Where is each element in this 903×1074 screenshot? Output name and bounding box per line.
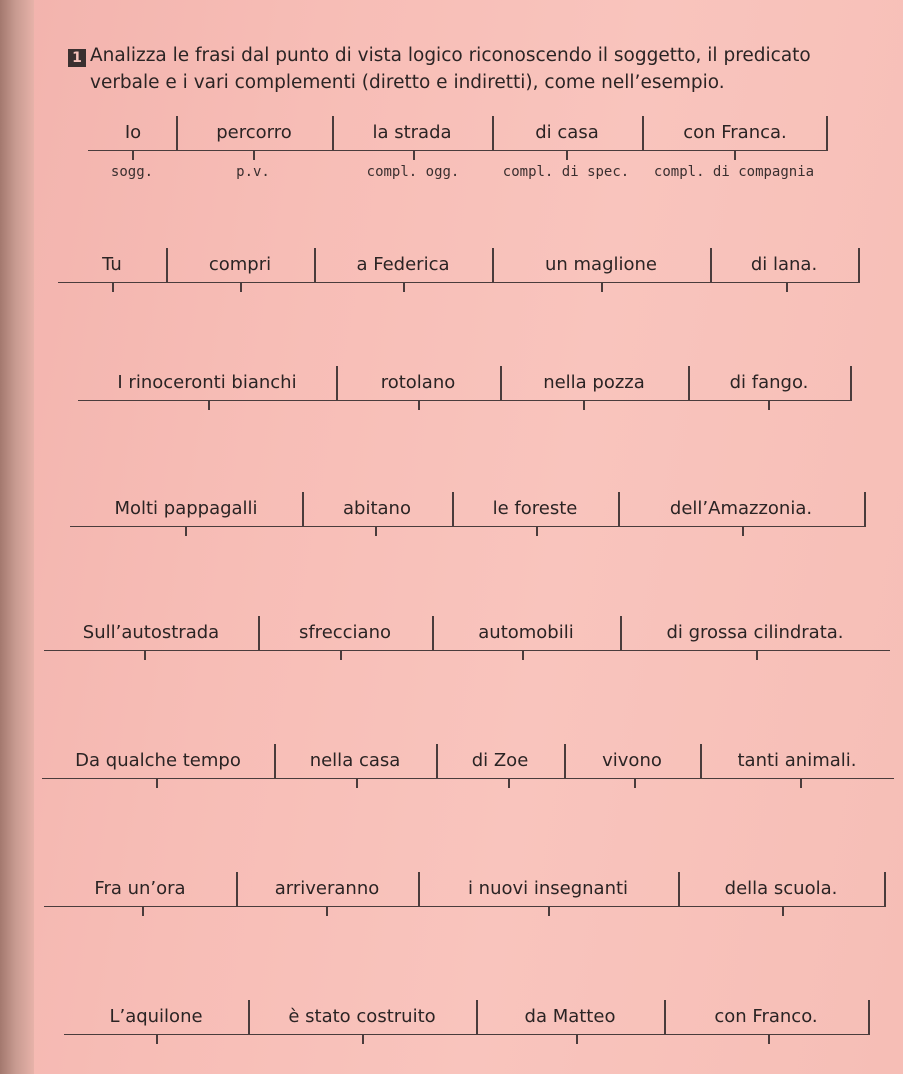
sentence-segment: le foreste	[492, 497, 578, 519]
example-role-label: compl. ogg.	[366, 164, 460, 180]
example-sentence	[88, 112, 828, 182]
segment-divider	[826, 116, 828, 150]
example-segment: di casa	[535, 121, 599, 143]
sentence-segment: arriveranno	[274, 877, 380, 899]
sentence-segment: abitano	[343, 497, 411, 519]
example-segment: percorro	[216, 121, 292, 143]
sentence-segment: sfrecciano	[298, 621, 392, 643]
example-role-label: sogg.	[110, 164, 154, 180]
sentence-line	[58, 244, 860, 283]
example-role-label: compl. di spec.	[502, 164, 630, 180]
sentence-segment: Fra un’ora	[94, 877, 186, 899]
sentence-segment: da Matteo	[524, 1005, 616, 1027]
example-role-label: compl. di compagnia	[653, 164, 815, 180]
segment-divider	[858, 248, 860, 282]
sentence-segment: Sull’autostrada	[82, 621, 220, 643]
answer-tick	[522, 650, 524, 660]
sentence-segment: Tu	[102, 253, 122, 275]
answer-tick	[508, 778, 510, 788]
sentence-segment: a Federica	[356, 253, 450, 275]
role-tick	[253, 150, 255, 160]
sentence-segment: è stato costruito	[288, 1005, 436, 1027]
sentence-line	[44, 612, 890, 651]
answer-tick	[375, 526, 377, 536]
sentence-segment: compri	[208, 253, 272, 275]
example-segment: con Franca.	[683, 121, 787, 143]
example-segment: Io	[124, 121, 142, 143]
sentence-segment: di fango.	[729, 371, 809, 393]
sentence-segment: nella casa	[309, 749, 401, 771]
answer-tick	[800, 778, 802, 788]
sentence-segment: L’aquilone	[109, 1005, 203, 1027]
answer-tick	[576, 1034, 578, 1044]
sentence-segment: della scuola.	[724, 877, 838, 899]
answer-tick	[240, 282, 242, 292]
sentence-segment: I rinoceronti bianchi	[117, 371, 297, 393]
answer-tick	[768, 1034, 770, 1044]
answer-tick	[208, 400, 210, 410]
role-tick	[413, 150, 415, 160]
answer-tick	[362, 1034, 364, 1044]
sentence-segment: tanti animali.	[737, 749, 857, 771]
sentence-5	[42, 740, 894, 810]
segment-divider	[850, 366, 852, 400]
answer-tick	[634, 778, 636, 788]
sentence-segment: vivono	[602, 749, 662, 771]
sentence-segment: automobili	[478, 621, 574, 643]
role-tick	[132, 150, 134, 160]
sentence-segment: rotolano	[380, 371, 456, 393]
answer-tick	[548, 906, 550, 916]
sentence-line	[78, 362, 852, 401]
answer-tick	[340, 650, 342, 660]
example-role-label: p.v.	[236, 164, 270, 180]
segment-divider	[864, 492, 866, 526]
sentence-3	[70, 488, 866, 558]
sentence-7	[64, 996, 870, 1066]
answer-tick	[418, 400, 420, 410]
answer-tick	[786, 282, 788, 292]
answer-tick	[356, 778, 358, 788]
answer-tick	[326, 906, 328, 916]
answer-tick	[112, 282, 114, 292]
sentence-segment: un maglione	[544, 253, 658, 275]
answer-tick	[156, 1034, 158, 1044]
sentence-line	[70, 488, 866, 527]
sentence-segment: di grossa cilindrata.	[666, 621, 844, 643]
answer-tick	[536, 526, 538, 536]
answer-tick	[142, 906, 144, 916]
sentence-line	[42, 740, 894, 779]
sentence-4	[44, 612, 890, 682]
answer-tick	[742, 526, 744, 536]
sentence-segment: nella pozza	[543, 371, 645, 393]
role-tick	[566, 150, 568, 160]
segment-divider	[884, 872, 886, 906]
example-sentence-line	[88, 112, 828, 151]
answer-tick	[185, 526, 187, 536]
sentence-segment: dell’Amazzonia.	[669, 497, 813, 519]
exercise-instructions: Analizza le frasi dal punto di vista logico riconoscendo il soggetto, il predicato verbale e i vari complementi (diretto e indiretti), come nell’esempio.	[90, 45, 811, 93]
sentence-segment: con Franco.	[714, 1005, 818, 1027]
answer-tick	[403, 282, 405, 292]
answer-tick	[601, 282, 603, 292]
book-binding-edge	[0, 0, 34, 1074]
sentence-segment: Da qualche tempo	[75, 749, 241, 771]
example-segment: la strada	[372, 121, 452, 143]
sentence-line	[64, 996, 870, 1035]
sentence-2	[78, 362, 852, 432]
segment-divider	[868, 1000, 870, 1034]
sentence-1	[58, 244, 860, 314]
exercise-number-badge: 1	[68, 49, 86, 67]
answer-tick	[144, 650, 146, 660]
sentence-segment: i nuovi insegnanti	[467, 877, 629, 899]
sentence-line	[44, 868, 886, 907]
sentence-segment: di lana.	[750, 253, 818, 275]
role-tick	[734, 150, 736, 160]
sentence-6	[44, 868, 886, 938]
sentence-segment: Molti pappagalli	[114, 497, 258, 519]
answer-tick	[156, 778, 158, 788]
answer-tick	[756, 650, 758, 660]
answer-tick	[782, 906, 784, 916]
answer-tick	[583, 400, 585, 410]
sentence-segment: di Zoe	[471, 749, 529, 771]
answer-tick	[768, 400, 770, 410]
